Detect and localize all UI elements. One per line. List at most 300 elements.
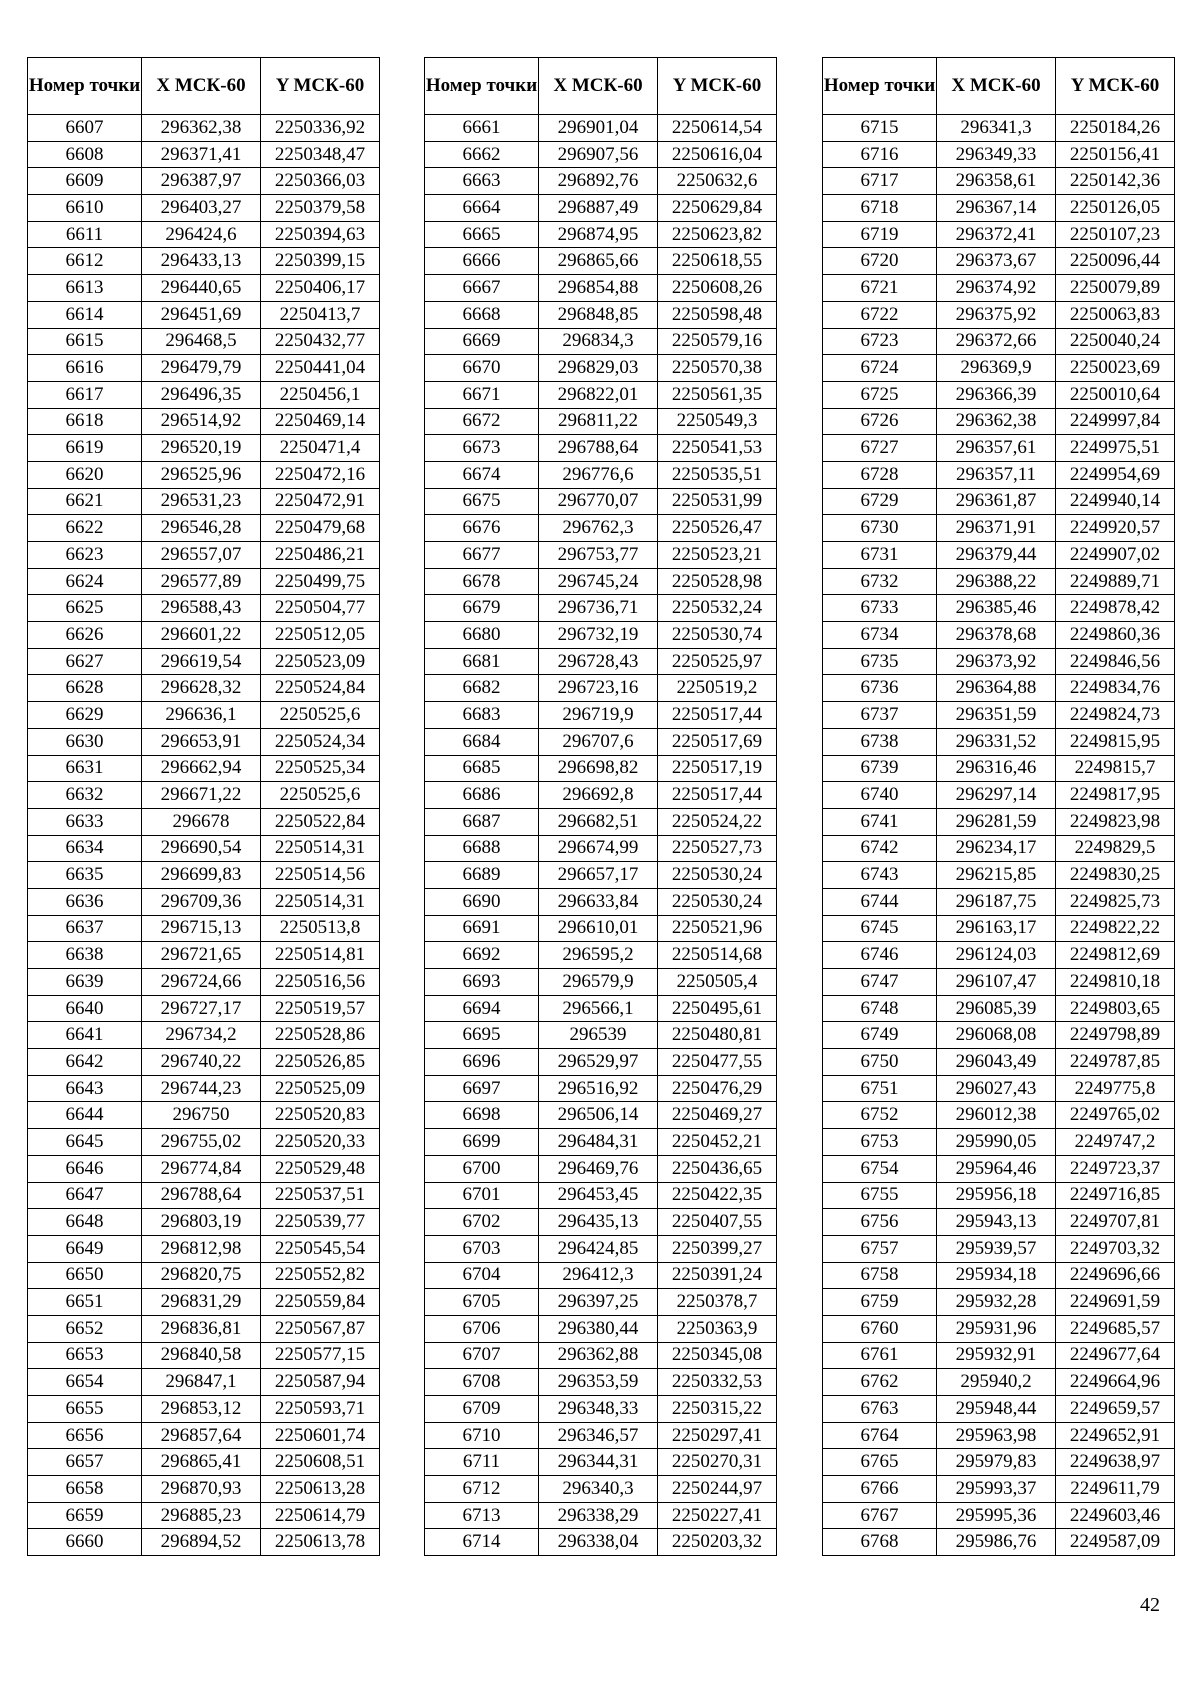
y-coordinate-cell: 2250537,51 [261, 1182, 380, 1209]
x-coordinate-cell: 295940,2 [937, 1369, 1056, 1396]
point-number-cell: 6654 [28, 1369, 142, 1396]
point-number-cell: 6746 [823, 942, 937, 969]
x-coordinate-cell: 296709,36 [142, 888, 261, 915]
x-coordinate-cell: 296776,6 [539, 461, 658, 488]
y-coordinate-cell: 2250517,69 [658, 728, 777, 755]
y-coordinate-cell: 2250413,7 [261, 301, 380, 328]
x-coordinate-cell: 296788,64 [142, 1182, 261, 1209]
x-coordinate-cell: 296744,23 [142, 1075, 261, 1102]
table-row [425, 435, 777, 462]
y-coordinate-cell: 2250614,54 [658, 115, 777, 142]
point-number-cell: 6744 [823, 888, 937, 915]
table-row [425, 1342, 777, 1369]
table-row [425, 221, 777, 248]
table-row [425, 755, 777, 782]
x-coordinate-cell: 296520,19 [142, 435, 261, 462]
x-coordinate-cell: 296788,64 [539, 435, 658, 462]
point-number-cell: 6755 [823, 1182, 937, 1209]
x-coordinate-cell: 296346,57 [539, 1422, 658, 1449]
x-coordinate-cell: 295934,18 [937, 1262, 1056, 1289]
y-coordinate-cell: 2250526,85 [261, 1049, 380, 1076]
point-number-cell: 6751 [823, 1075, 937, 1102]
table-row [425, 915, 777, 942]
y-coordinate-cell: 2250577,15 [261, 1342, 380, 1369]
x-coordinate-cell: 296412,3 [539, 1262, 658, 1289]
header-point-number: Номер точки [823, 58, 937, 115]
point-number-cell: 6678 [425, 568, 539, 595]
table-row [425, 622, 777, 649]
point-number-cell: 6656 [28, 1422, 142, 1449]
y-coordinate-cell: 2250587,94 [261, 1369, 380, 1396]
y-coordinate-cell: 2250593,71 [261, 1396, 380, 1423]
y-coordinate-cell: 2249775,8 [1056, 1075, 1175, 1102]
table-row [425, 1129, 777, 1156]
x-coordinate-cell: 296338,29 [539, 1502, 658, 1529]
x-coordinate-cell: 296506,14 [539, 1102, 658, 1129]
y-coordinate-cell: 2250552,82 [261, 1262, 380, 1289]
point-number-cell: 6703 [425, 1235, 539, 1262]
y-coordinate-cell: 2250399,27 [658, 1235, 777, 1262]
x-coordinate-cell: 296316,46 [937, 755, 1056, 782]
point-number-cell: 6685 [425, 755, 539, 782]
x-coordinate-cell: 296397,25 [539, 1289, 658, 1316]
point-number-cell: 6740 [823, 782, 937, 809]
table-row [28, 808, 380, 835]
table-row [425, 1369, 777, 1396]
table-row [823, 1396, 1175, 1423]
header-point-number: Номер точки [28, 58, 142, 115]
x-coordinate-cell: 296451,69 [142, 301, 261, 328]
point-number-cell: 6635 [28, 862, 142, 889]
table-row [28, 515, 380, 542]
y-coordinate-cell: 2250513,8 [261, 915, 380, 942]
y-coordinate-cell: 2249691,59 [1056, 1289, 1175, 1316]
x-coordinate-cell: 296525,96 [142, 461, 261, 488]
header-y-coordinate: Y МСК-60 [261, 58, 380, 115]
y-coordinate-cell: 2250521,96 [658, 915, 777, 942]
point-number-cell: 6747 [823, 969, 937, 996]
table-row [823, 542, 1175, 569]
table-row [28, 568, 380, 595]
y-coordinate-cell: 2249723,37 [1056, 1155, 1175, 1182]
y-coordinate-cell: 2250629,84 [658, 195, 777, 222]
y-coordinate-cell: 2250519,57 [261, 995, 380, 1022]
x-coordinate-cell: 296678 [142, 808, 261, 835]
x-coordinate-cell: 296579,9 [539, 969, 658, 996]
point-number-cell: 6608 [28, 141, 142, 168]
header-point-number: Номер точки [425, 58, 539, 115]
y-coordinate-cell: 2250472,16 [261, 461, 380, 488]
x-coordinate-cell: 296469,76 [539, 1155, 658, 1182]
x-coordinate-cell: 296362,88 [539, 1342, 658, 1369]
y-coordinate-cell: 2250525,6 [261, 702, 380, 729]
table-row [425, 195, 777, 222]
point-number-cell: 6752 [823, 1102, 937, 1129]
x-coordinate-cell: 296727,17 [142, 995, 261, 1022]
x-coordinate-cell: 296362,38 [142, 115, 261, 142]
y-coordinate-cell: 2250531,99 [658, 488, 777, 515]
point-number-cell: 6735 [823, 648, 937, 675]
x-coordinate-cell: 296907,56 [539, 141, 658, 168]
point-number-cell: 6719 [823, 221, 937, 248]
y-coordinate-cell: 2249664,96 [1056, 1369, 1175, 1396]
table-row [28, 408, 380, 435]
table-row [425, 862, 777, 889]
x-coordinate-cell: 296539 [539, 1022, 658, 1049]
table-row [28, 622, 380, 649]
point-number-cell: 6729 [823, 488, 937, 515]
x-coordinate-cell: 296435,13 [539, 1209, 658, 1236]
point-number-cell: 6621 [28, 488, 142, 515]
point-number-cell: 6623 [28, 542, 142, 569]
x-coordinate-cell: 296514,92 [142, 408, 261, 435]
point-number-cell: 6734 [823, 622, 937, 649]
y-coordinate-cell: 2250040,24 [1056, 328, 1175, 355]
x-coordinate-cell: 296834,3 [539, 328, 658, 355]
table-row [823, 1369, 1175, 1396]
point-number-cell: 6712 [425, 1476, 539, 1503]
point-number-cell: 6695 [425, 1022, 539, 1049]
point-number-cell: 6640 [28, 995, 142, 1022]
point-number-cell: 6763 [823, 1396, 937, 1423]
y-coordinate-cell: 2250528,86 [261, 1022, 380, 1049]
table-row [28, 1262, 380, 1289]
x-coordinate-cell: 296610,01 [539, 915, 658, 942]
y-coordinate-cell: 2249830,25 [1056, 862, 1175, 889]
x-coordinate-cell: 296901,04 [539, 115, 658, 142]
point-number-cell: 6668 [425, 301, 539, 328]
x-coordinate-cell: 296734,2 [142, 1022, 261, 1049]
y-coordinate-cell: 2249997,84 [1056, 408, 1175, 435]
y-coordinate-cell: 2250441,04 [261, 355, 380, 382]
y-coordinate-cell: 2249834,76 [1056, 675, 1175, 702]
point-number-cell: 6696 [425, 1049, 539, 1076]
point-number-cell: 6764 [823, 1422, 937, 1449]
y-coordinate-cell: 2250523,21 [658, 542, 777, 569]
x-coordinate-cell: 296831,29 [142, 1289, 261, 1316]
y-coordinate-cell: 2250514,56 [261, 862, 380, 889]
table-row [28, 328, 380, 355]
y-coordinate-cell: 2250079,89 [1056, 275, 1175, 302]
x-coordinate-cell: 296874,95 [539, 221, 658, 248]
table-row [28, 728, 380, 755]
y-coordinate-cell: 2249907,02 [1056, 542, 1175, 569]
table-row [823, 195, 1175, 222]
point-number-cell: 6664 [425, 195, 539, 222]
table-row [28, 1289, 380, 1316]
y-coordinate-cell: 2250348,47 [261, 141, 380, 168]
point-number-cell: 6765 [823, 1449, 937, 1476]
x-coordinate-cell: 296619,54 [142, 648, 261, 675]
y-coordinate-cell: 2249716,85 [1056, 1182, 1175, 1209]
table-row [823, 1235, 1175, 1262]
table-row [28, 1235, 380, 1262]
x-coordinate-cell: 296424,85 [539, 1235, 658, 1262]
x-coordinate-cell: 296234,17 [937, 835, 1056, 862]
y-coordinate-cell: 2249825,73 [1056, 888, 1175, 915]
point-number-cell: 6736 [823, 675, 937, 702]
y-coordinate-cell: 2250422,35 [658, 1182, 777, 1209]
x-coordinate-cell: 296829,03 [539, 355, 658, 382]
table-row [425, 1049, 777, 1076]
table-row [28, 141, 380, 168]
y-coordinate-cell: 2250598,48 [658, 301, 777, 328]
point-number-cell: 6727 [823, 435, 937, 462]
point-number-cell: 6682 [425, 675, 539, 702]
table-row [28, 1129, 380, 1156]
y-coordinate-cell: 2250345,08 [658, 1342, 777, 1369]
x-coordinate-cell: 296371,41 [142, 141, 261, 168]
table-row [823, 648, 1175, 675]
x-coordinate-cell: 296812,98 [142, 1235, 261, 1262]
table-row [28, 1315, 380, 1342]
table-row [823, 728, 1175, 755]
y-coordinate-cell: 2250526,47 [658, 515, 777, 542]
point-number-cell: 6692 [425, 942, 539, 969]
y-coordinate-cell: 2250549,3 [658, 408, 777, 435]
y-coordinate-cell: 2250379,58 [261, 195, 380, 222]
table-row [823, 1342, 1175, 1369]
point-number-cell: 6704 [425, 1262, 539, 1289]
y-coordinate-cell: 2250505,4 [658, 969, 777, 996]
point-number-cell: 6690 [425, 888, 539, 915]
y-coordinate-cell: 2249677,64 [1056, 1342, 1175, 1369]
y-coordinate-cell: 2250525,34 [261, 755, 380, 782]
table-row [28, 1502, 380, 1529]
table-row [823, 328, 1175, 355]
point-number-cell: 6683 [425, 702, 539, 729]
y-coordinate-cell: 2250394,63 [261, 221, 380, 248]
y-coordinate-cell: 2250517,19 [658, 755, 777, 782]
table-row [425, 461, 777, 488]
point-number-cell: 6757 [823, 1235, 937, 1262]
x-coordinate-cell: 296822,01 [539, 381, 658, 408]
table-row [425, 648, 777, 675]
x-coordinate-cell: 296588,43 [142, 595, 261, 622]
y-coordinate-cell: 2250332,53 [658, 1369, 777, 1396]
x-coordinate-cell: 296728,43 [539, 648, 658, 675]
x-coordinate-cell: 296653,91 [142, 728, 261, 755]
y-coordinate-cell: 2249878,42 [1056, 595, 1175, 622]
x-coordinate-cell: 295939,57 [937, 1235, 1056, 1262]
table-row [28, 275, 380, 302]
y-coordinate-cell: 2249810,18 [1056, 969, 1175, 996]
point-number-cell: 6693 [425, 969, 539, 996]
table-row [425, 248, 777, 275]
table-row [28, 461, 380, 488]
table-row [823, 221, 1175, 248]
y-coordinate-cell: 2250244,97 [658, 1476, 777, 1503]
y-coordinate-cell: 2250406,17 [261, 275, 380, 302]
table-row [425, 1289, 777, 1316]
point-number-cell: 6609 [28, 168, 142, 195]
point-number-cell: 6645 [28, 1129, 142, 1156]
table-row [425, 1449, 777, 1476]
table-row [425, 1422, 777, 1449]
x-coordinate-cell: 296043,49 [937, 1049, 1056, 1076]
x-coordinate-cell: 296736,71 [539, 595, 658, 622]
point-number-cell: 6637 [28, 915, 142, 942]
table-row [28, 355, 380, 382]
table-row [28, 675, 380, 702]
table-row [28, 862, 380, 889]
point-number-cell: 6718 [823, 195, 937, 222]
table-row [823, 1129, 1175, 1156]
y-coordinate-cell: 2250399,15 [261, 248, 380, 275]
y-coordinate-cell: 2250601,74 [261, 1422, 380, 1449]
x-coordinate-cell: 295932,28 [937, 1289, 1056, 1316]
x-coordinate-cell: 296338,04 [539, 1529, 658, 1556]
y-coordinate-cell: 2250469,14 [261, 408, 380, 435]
y-coordinate-cell: 2250524,34 [261, 728, 380, 755]
point-number-cell: 6610 [28, 195, 142, 222]
table-row [425, 995, 777, 1022]
x-coordinate-cell: 296297,14 [937, 782, 1056, 809]
table-row [823, 1182, 1175, 1209]
x-coordinate-cell: 296698,82 [539, 755, 658, 782]
point-number-cell: 6730 [823, 515, 937, 542]
x-coordinate-cell: 296341,3 [937, 115, 1056, 142]
point-number-cell: 6650 [28, 1262, 142, 1289]
x-coordinate-cell: 296671,22 [142, 782, 261, 809]
y-coordinate-cell: 2250623,82 [658, 221, 777, 248]
point-number-cell: 6631 [28, 755, 142, 782]
table-row [425, 1102, 777, 1129]
y-coordinate-cell: 2250096,44 [1056, 248, 1175, 275]
y-coordinate-cell: 2249846,56 [1056, 648, 1175, 675]
point-number-cell: 6669 [425, 328, 539, 355]
y-coordinate-cell: 2250378,7 [658, 1289, 777, 1316]
y-coordinate-cell: 2250520,83 [261, 1102, 380, 1129]
x-coordinate-cell: 296369,9 [937, 355, 1056, 382]
point-number-cell: 6622 [28, 515, 142, 542]
point-number-cell: 6670 [425, 355, 539, 382]
x-coordinate-cell: 296085,39 [937, 995, 1056, 1022]
y-coordinate-cell: 2250519,2 [658, 675, 777, 702]
point-number-cell: 6761 [823, 1342, 937, 1369]
point-number-cell: 6687 [425, 808, 539, 835]
table-row [823, 248, 1175, 275]
x-coordinate-cell: 296894,52 [142, 1529, 261, 1556]
point-number-cell: 6726 [823, 408, 937, 435]
table-row [28, 969, 380, 996]
y-coordinate-cell: 2250530,74 [658, 622, 777, 649]
y-coordinate-cell: 2250535,51 [658, 461, 777, 488]
table-row [823, 381, 1175, 408]
point-number-cell: 6709 [425, 1396, 539, 1423]
table-row [28, 1102, 380, 1129]
point-number-cell: 6613 [28, 275, 142, 302]
point-number-cell: 6725 [823, 381, 937, 408]
y-coordinate-cell: 2250514,31 [261, 888, 380, 915]
y-coordinate-cell: 2250479,68 [261, 515, 380, 542]
x-coordinate-cell: 296362,38 [937, 408, 1056, 435]
point-number-cell: 6673 [425, 435, 539, 462]
x-coordinate-cell: 296379,44 [937, 542, 1056, 569]
table-row [823, 675, 1175, 702]
y-coordinate-cell: 2250632,6 [658, 168, 777, 195]
x-coordinate-cell: 296870,93 [142, 1476, 261, 1503]
point-number-cell: 6766 [823, 1476, 937, 1503]
y-coordinate-cell: 2250486,21 [261, 542, 380, 569]
x-coordinate-cell: 296373,92 [937, 648, 1056, 675]
point-number-cell: 6700 [425, 1155, 539, 1182]
x-coordinate-cell: 296577,89 [142, 568, 261, 595]
y-coordinate-cell: 2249822,22 [1056, 915, 1175, 942]
point-number-cell: 6732 [823, 568, 937, 595]
point-number-cell: 6643 [28, 1075, 142, 1102]
table-row [425, 1262, 777, 1289]
table-row [425, 888, 777, 915]
point-number-cell: 6652 [28, 1315, 142, 1342]
y-coordinate-cell: 2250227,41 [658, 1502, 777, 1529]
table-row [823, 1209, 1175, 1236]
y-coordinate-cell: 2250010,64 [1056, 381, 1175, 408]
point-number-cell: 6627 [28, 648, 142, 675]
table-row [823, 862, 1175, 889]
table-row [823, 1155, 1175, 1182]
x-coordinate-cell: 296364,88 [937, 675, 1056, 702]
table-row [28, 195, 380, 222]
point-number-cell: 6721 [823, 275, 937, 302]
table-row [823, 1529, 1175, 1556]
table-row [28, 995, 380, 1022]
y-coordinate-cell: 2250156,41 [1056, 141, 1175, 168]
point-number-cell: 6646 [28, 1155, 142, 1182]
point-number-cell: 6760 [823, 1315, 937, 1342]
table-row [823, 1449, 1175, 1476]
point-number-cell: 6697 [425, 1075, 539, 1102]
table-row [425, 168, 777, 195]
y-coordinate-cell: 2249798,89 [1056, 1022, 1175, 1049]
table-row [823, 435, 1175, 462]
table-row [28, 168, 380, 195]
x-coordinate-cell: 296690,54 [142, 835, 261, 862]
point-number-cell: 6642 [28, 1049, 142, 1076]
y-coordinate-cell: 2250614,79 [261, 1502, 380, 1529]
table-row [28, 1022, 380, 1049]
point-number-cell: 6723 [823, 328, 937, 355]
y-coordinate-cell: 2250517,44 [658, 702, 777, 729]
x-coordinate-cell: 296885,23 [142, 1502, 261, 1529]
y-coordinate-cell: 2250363,9 [658, 1315, 777, 1342]
x-coordinate-cell: 296628,32 [142, 675, 261, 702]
point-number-cell: 6639 [28, 969, 142, 996]
table-row [823, 515, 1175, 542]
point-number-cell: 6662 [425, 141, 539, 168]
table-row [425, 1155, 777, 1182]
table-row [28, 1369, 380, 1396]
x-coordinate-cell: 295979,83 [937, 1449, 1056, 1476]
table-row [823, 408, 1175, 435]
point-number-cell: 6731 [823, 542, 937, 569]
table-row [28, 1155, 380, 1182]
x-coordinate-cell: 296351,59 [937, 702, 1056, 729]
y-coordinate-cell: 2250516,56 [261, 969, 380, 996]
x-coordinate-cell: 296374,92 [937, 275, 1056, 302]
point-number-cell: 6741 [823, 808, 937, 835]
point-number-cell: 6722 [823, 301, 937, 328]
x-coordinate-cell: 296349,33 [937, 141, 1056, 168]
table-row [28, 835, 380, 862]
point-number-cell: 6614 [28, 301, 142, 328]
y-coordinate-cell: 2250525,97 [658, 648, 777, 675]
x-coordinate-cell: 296633,84 [539, 888, 658, 915]
table-row [823, 1476, 1175, 1503]
y-coordinate-cell: 2249812,69 [1056, 942, 1175, 969]
table-row [425, 675, 777, 702]
point-number-cell: 6620 [28, 461, 142, 488]
